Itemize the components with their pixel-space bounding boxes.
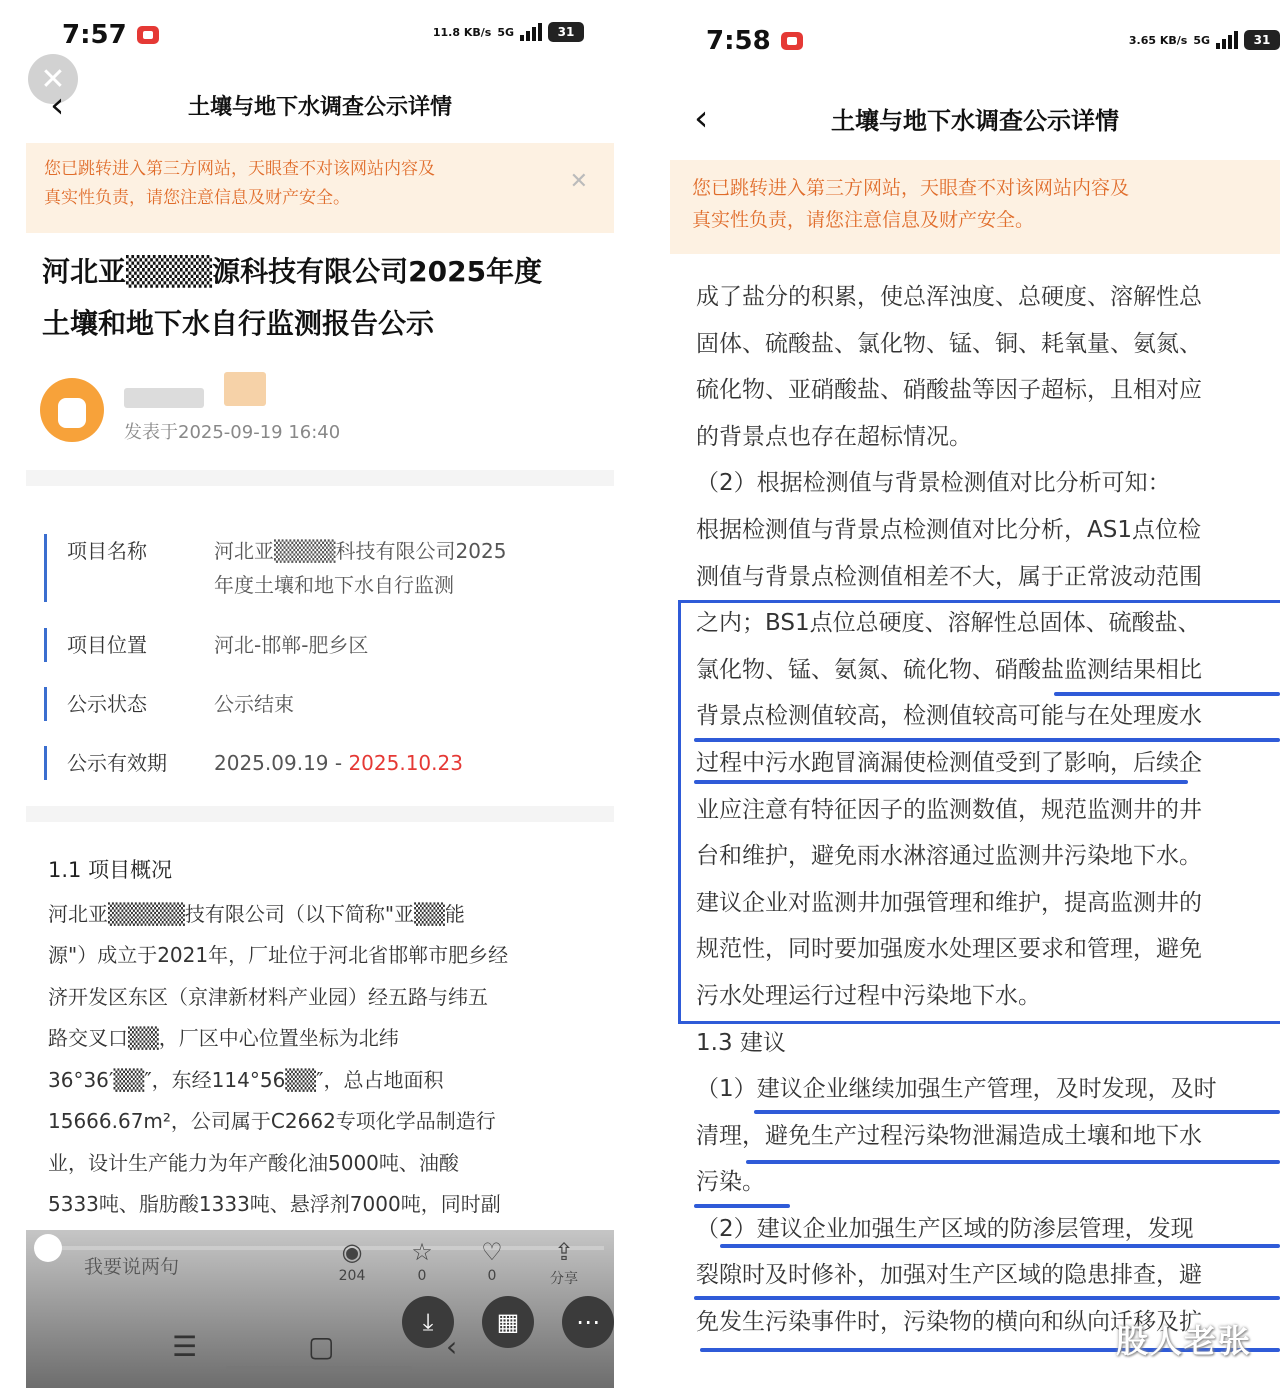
page-title: 土壤与地下水调查公示详情: [187, 94, 452, 120]
progress-handle[interactable]: [34, 1234, 62, 1262]
highlight-underline: [754, 1110, 1280, 1114]
text-line: 过程中污水跑冒滴漏使检测值受到了影响，后续企: [696, 749, 1202, 776]
status-time: 7:58: [706, 26, 771, 56]
author-block: [40, 372, 600, 462]
author-badge-blurred: [224, 372, 266, 406]
info-value: 河北-邯郸-肥乡区: [214, 633, 369, 657]
info-value: [214, 746, 594, 780]
back-arrow-icon[interactable]: ‹: [694, 97, 709, 139]
text-line: 业应注意有特征因子的监测数值，规范监测井的井: [696, 796, 1202, 823]
highlight-underline: [694, 1204, 790, 1208]
download-button[interactable]: ⤓: [402, 1296, 454, 1348]
network-speed: 11.8 KB/s: [432, 25, 492, 39]
info-row-name: [44, 534, 594, 602]
text-line: 氯化物、锰、氨氮、硫化物、硝酸盐监测结果相比: [696, 656, 1202, 683]
left-screenshot: [26, 0, 614, 1388]
text-line: 之内；BS1点位总硬度、溶解性总固体、硫酸盐、: [696, 610, 1201, 637]
project-name-line-2: 年度土壤和地下水自行监测: [214, 573, 454, 597]
text-line: （2）建议企业加强生产区域的防渗层管理，发现: [696, 1215, 1194, 1242]
overview-line: 业，设计生产能力为年产酸化油5000吨、油酸: [48, 1150, 459, 1175]
system-icons: [433, 22, 584, 42]
overview-line: 济开发区东区（京津新材料产业园）经五路与纬五: [48, 984, 488, 1009]
highlight-underline: [694, 738, 1280, 742]
likes-count: 0: [417, 1268, 427, 1284]
screen-record-icon: [781, 32, 803, 50]
text-line: 免发生污染事件时，污染物的横向和纵向迁移及扩: [696, 1309, 1202, 1336]
text-line: 的背景点也存在超标情况。: [696, 423, 972, 450]
highlight-underline: [720, 1244, 1280, 1248]
back-nav-icon[interactable]: ‹: [446, 1330, 458, 1363]
like-button[interactable]: [392, 1236, 452, 1284]
menu-nav-icon[interactable]: ☰: [172, 1330, 198, 1363]
back-arrow-icon[interactable]: ‹: [50, 84, 65, 126]
eye-icon: ◉: [341, 1238, 363, 1266]
info-value: [214, 534, 594, 602]
info-row-status: [44, 687, 594, 721]
article-title: [42, 246, 602, 350]
overview-line: 路交叉口▒▒，厂区中心位置坐标为北纬: [48, 1026, 399, 1050]
project-overview: [48, 850, 608, 1226]
info-row-location: [44, 628, 594, 662]
home-indicator: [226, 1366, 412, 1371]
close-overlay-button[interactable]: ✕: [28, 54, 78, 104]
views-count: 204: [338, 1268, 366, 1284]
highlight-underline: [694, 1296, 1280, 1300]
comment-input[interactable]: 我要说两句: [84, 1256, 180, 1278]
project-name-line-1: 河北亚▒▒▒▒科技有限公司2025: [214, 539, 507, 563]
overview-line: 36°36′▒▒″，东经114°56▒▒″，总占地面积: [48, 1067, 444, 1092]
overview-line: 15666.67m²，公司属于C2662专项化学品制造行: [48, 1109, 496, 1133]
text-line: （2）根据检测值与背景检测值对比分析可知：: [696, 470, 1171, 497]
period-separator: -: [328, 751, 349, 775]
info-row-period: [44, 746, 594, 780]
text-line: 固体、硫酸盐、氯化物、锰、铜、耗氧量、氨氮、: [696, 330, 1202, 357]
overview-line: 5333吨、脂肪酸1333吨、悬浮剂7000吨，同时副: [48, 1192, 501, 1216]
text-line: 根据检测值与背景点检测值对比分析，AS1点位检: [696, 516, 1201, 543]
page-header: [670, 88, 1280, 148]
close-warning-icon[interactable]: ✕: [569, 169, 588, 194]
text-line: 污水处理运行过程中污染地下水。: [696, 982, 1041, 1009]
third-party-warning: [26, 143, 614, 233]
info-label: 公示有效期: [44, 746, 214, 780]
favorites-count: 0: [487, 1268, 497, 1284]
screen-record-icon: [137, 26, 159, 44]
watermark: 股人老张: [1115, 1322, 1252, 1360]
warning-line-2: 真实性负责，请您注意信息及财产安全。: [44, 188, 350, 208]
highlight-box: [678, 600, 1280, 1024]
signal-icon: [1216, 31, 1238, 49]
article-title-line-1: 河北亚▒▒▒▒源科技有限公司2025年度: [42, 255, 543, 288]
right-screenshot: [670, 0, 1280, 1388]
info-label: 公示状态: [44, 687, 214, 721]
period-end: 2025.10.23: [348, 751, 463, 775]
warning-line-2: 真实性负责，请您注意信息及财产安全。: [692, 209, 1035, 231]
favorite-button[interactable]: [462, 1236, 522, 1284]
avatar[interactable]: [40, 378, 104, 442]
info-label: 项目名称: [44, 534, 214, 602]
text-line: 规范性，同时要加强废水处理区要求和管理，避免: [696, 936, 1202, 963]
share-button[interactable]: [534, 1236, 594, 1288]
section-heading: 1.1 项目概况: [48, 858, 173, 882]
signal-icon: [520, 23, 542, 41]
battery-icon: 31: [548, 22, 584, 42]
page-header: [26, 78, 614, 132]
overview-line: 源"）成立于2021年，厂址位于河北省邯郸市肥乡经: [48, 943, 509, 967]
text-line: （1）建议企业继续加强生产管理，及时发现，及时: [696, 1076, 1217, 1103]
text-line: 建议企业对监测井加强管理和维护，提高监测井的: [696, 889, 1202, 916]
share-icon: ⇪: [553, 1238, 575, 1266]
overview-line: 河北亚▒▒▒▒▒技有限公司（以下简称"亚▒▒能: [48, 901, 465, 926]
author-name-blurred: [124, 388, 204, 408]
warning-line-1: 您已跳转进入第三方网站，天眼查不对该网站内容及: [44, 159, 435, 179]
thumb-up-icon: ♡: [481, 1238, 503, 1266]
grid-button[interactable]: ▦: [482, 1296, 534, 1348]
divider: [26, 470, 614, 486]
period-start: 2025.09.19: [214, 751, 329, 775]
battery-icon: 31: [1244, 30, 1280, 50]
star-icon: ☆: [411, 1238, 433, 1266]
status-time: 7:57: [62, 20, 127, 50]
video-control-bar: [26, 1230, 614, 1388]
publish-time: 发表于2025-09-19 16:40: [124, 422, 341, 443]
text-line: 背景点检测值较高，检测值较高可能与在处理废水: [696, 703, 1202, 730]
info-label: 项目位置: [44, 628, 214, 662]
article-title-line-2: 土壤和地下水自行监测报告公示: [42, 307, 435, 340]
text-line: 裂隙时及时修补，加强对生产区域的隐患排查，避: [696, 1262, 1202, 1289]
third-party-warning: [670, 160, 1280, 254]
status-bar: [26, 0, 614, 70]
highlight-underline: [694, 780, 1188, 784]
warning-line-1: 您已跳转进入第三方网站，天眼查不对该网站内容及: [692, 177, 1130, 199]
share-label: 分享: [550, 1271, 578, 1287]
home-nav-icon[interactable]: ▢: [308, 1330, 335, 1363]
system-icons: [1129, 30, 1280, 50]
page-title: 土壤与地下水调查公示详情: [831, 106, 1119, 135]
more-button[interactable]: ⋯: [562, 1296, 614, 1348]
divider: [26, 806, 614, 822]
text-line: 测值与背景点检测值相差不大，属于正常波动范围: [696, 563, 1202, 590]
highlight-underline: [1054, 692, 1280, 696]
text-line: 污染。: [696, 1169, 765, 1196]
text-line: 硫化物、亚硝酸盐、硝酸盐等因子超标，且相对应: [696, 377, 1202, 404]
section-heading: 1.3 建议: [696, 1029, 786, 1056]
text-line: 台和维护，避免雨水淋溶通过监测井污染地下水。: [696, 843, 1202, 870]
highlight-underline: [746, 1160, 1280, 1164]
text-line: 清理，避免生产过程污染物泄漏造成土壤和地下水: [696, 1122, 1202, 1149]
status-bar: [670, 0, 1280, 82]
status-badge: 公示结束: [214, 692, 294, 716]
network-speed: 3.65 KB/s: [1128, 33, 1188, 47]
views-stat: [322, 1236, 382, 1284]
network-type: 5G: [1193, 33, 1210, 47]
network-type: 5G: [497, 25, 514, 39]
text-line: 成了盐分的积累，使总浑浊度、总硬度、溶解性总: [696, 284, 1202, 310]
